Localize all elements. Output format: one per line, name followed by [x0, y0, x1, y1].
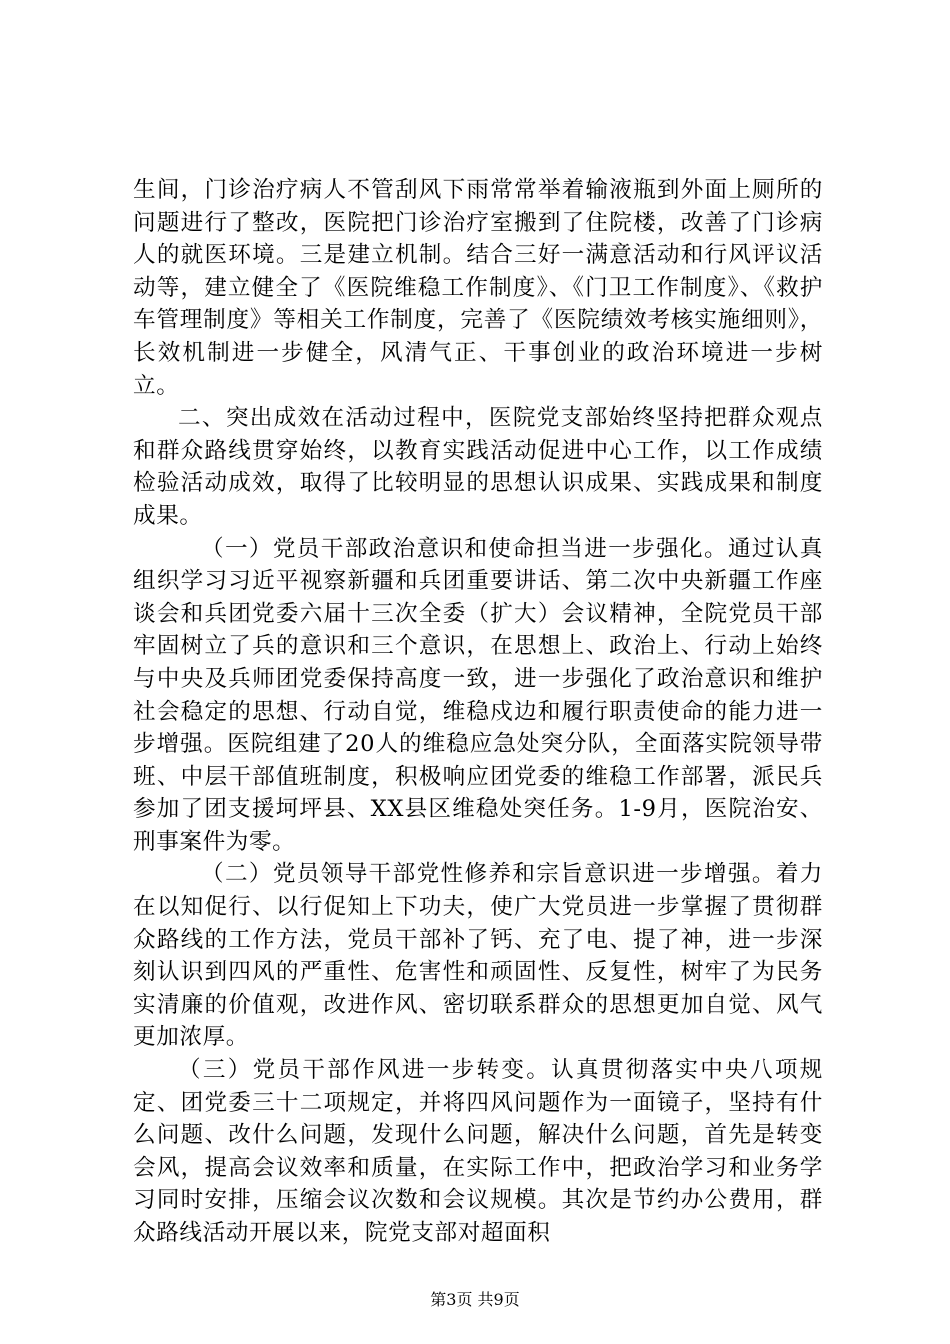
paragraph-item-one: （一）党员干部政治意识和使命担当进一步强化。通过认真组织学习习近平视察新疆和兵团重要讲话、第二次中央新疆工作座谈会和兵团党委六届十三次全委（扩大）会议精神，全院党员干部牢固树立了兵的意识和三个意识，在思想上、政治上、行动上始终与中央及兵师团党委保持高度一致，进一步强化了政治意识和维护社会稳定的思想、行动自觉，维稳戍边和履行职责使命的能力进一步增强。医院组建了20人的维稳应急处突分队，全面落实院领导带班、中层干部值班制度，积极响应团党委的维稳工作部署，派民兵参加了团支援坷坪县、XX县区维稳处突任务。1-9月，医院治安、刑事案件为零。	[133, 535, 823, 855]
paragraph-item-two: （二）党员领导干部党性修养和宗旨意识进一步增强。着力在以知促行、以行促知上下功夫，使广大党员进一步掌握了贯彻群众路线的工作方法，党员干部补了钙、充了电、提了神，进一步深刻认识到四风的严重性、危害性和顽固性、反复性，树牢了为民务实清廉的价值观，改进作风、密切联系群众的思想更加自觉、风气更加浓厚。	[133, 861, 823, 1051]
paragraph-item-three: （三）党员干部作风进一步转变。认真贯彻落实中央八项规定、团党委三十二项规定，并将四风问题作为一面镜子，坚持有什么问题、改什么问题，发现什么问题，解决什么问题，首先是转变会风，提高会议效率和质量，在实际工作中，把政治学习和业务学习同时安排，压缩会议次数和会议规模。其次是节约办公费用，群众路线活动开展以来，院党支部对超面积	[133, 1057, 823, 1246]
paragraph-continuation: 生间，门诊治疗病人不管刮风下雨常常举着输液瓶到外面上厕所的问题进行了整改，医院把门诊治疗室搬到了住院楼，改善了门诊病人的就医环境。三是建立机制。结合三好一满意活动和行风评议活动等，建立健全了《医院维稳工作制度》、《门卫工作制度》、《救护车管理制度》等相关工作制度，完善了《医院绩效考核实施细则》，长效机制进一步健全，风清气正、干事创业的政治环境进一步树立。	[133, 177, 823, 399]
paragraph-section-two: 二、突出成效在活动过程中，医院党支部始终坚持把群众观点和群众路线贯穿始终，以教育实践活动促进中心工作，以工作成绩检验活动成效，取得了比较明显的思想认识成果、实践成果和制度成果。	[133, 405, 823, 529]
page-footer: 第3页 共9页	[430, 1290, 520, 1309]
document-body	[133, 174, 823, 1250]
